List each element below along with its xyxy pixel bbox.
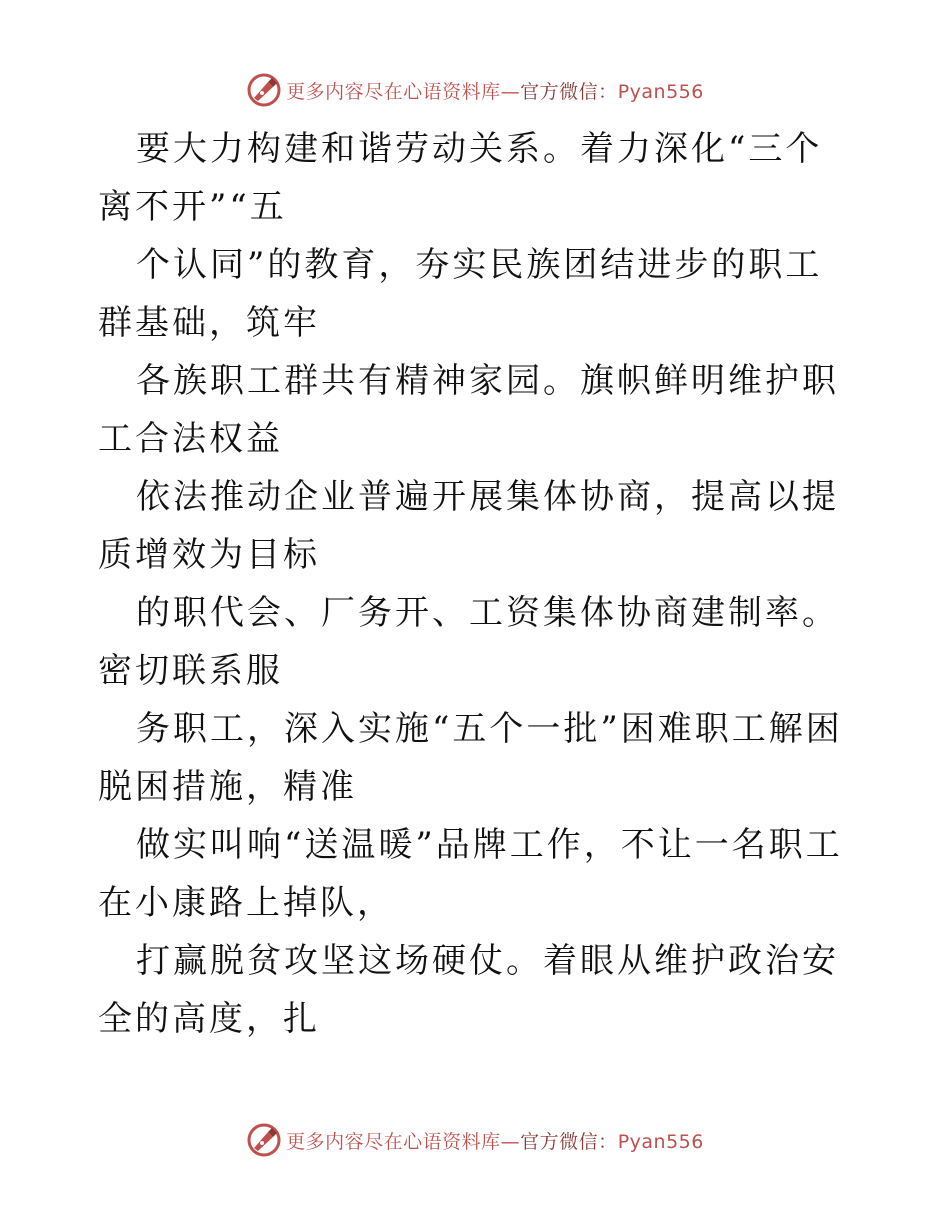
paragraph-4: 依法推动企业普遍开展集体协商，提高以提质增效为目标 xyxy=(98,477,839,575)
header-wechat-id: Pyan556 xyxy=(617,80,704,103)
footer-wechat-id: Pyan556 xyxy=(617,1130,704,1153)
paragraph-1: 要大力构建和谐劳动关系。着力深化“三个离不开”“五 xyxy=(98,129,823,227)
pen-nib-logo-icon xyxy=(246,1122,282,1158)
footer-banner-text xyxy=(286,1127,704,1154)
paragraph-3: 各族职工群共有精神家园。旗帜鲜明维护职工合法权益 xyxy=(98,361,839,459)
header-banner-text xyxy=(286,77,704,104)
paragraph-2: 个认同”的教育，夯实民族团结进步的职工群基础，筑牢 xyxy=(98,245,823,343)
header-banner-inner xyxy=(246,72,704,108)
footer-brand-text: 更多内容尽在心语资料库 xyxy=(286,1130,501,1153)
paragraph-7: 做实叫响“送温暖”品牌工作，不让一名职工在小康路上掉队， xyxy=(98,825,843,923)
header-banner xyxy=(0,70,950,110)
pen-nib-logo-icon xyxy=(246,72,282,108)
footer-banner xyxy=(0,1120,950,1160)
header-separator: — xyxy=(500,80,521,103)
document-body xyxy=(98,120,858,1048)
header-wechat-label: 官方微信： xyxy=(520,80,618,103)
footer-separator: — xyxy=(500,1130,521,1153)
paragraph-8: 打赢脱贫攻坚这场硬仗。着眼从维护政治安全的高度，扎 xyxy=(98,941,839,1039)
paragraph-5: 的职代会、厂务开、工资集体协商建制率。密切联系服 xyxy=(98,593,839,691)
header-brand-text: 更多内容尽在心语资料库 xyxy=(286,80,501,103)
paragraph-6: 务职工，深入实施“五个一批”困难职工解困脱困措施，精准 xyxy=(98,709,843,807)
footer-banner-inner xyxy=(246,1122,704,1158)
footer-wechat-label: 官方微信： xyxy=(520,1130,618,1153)
